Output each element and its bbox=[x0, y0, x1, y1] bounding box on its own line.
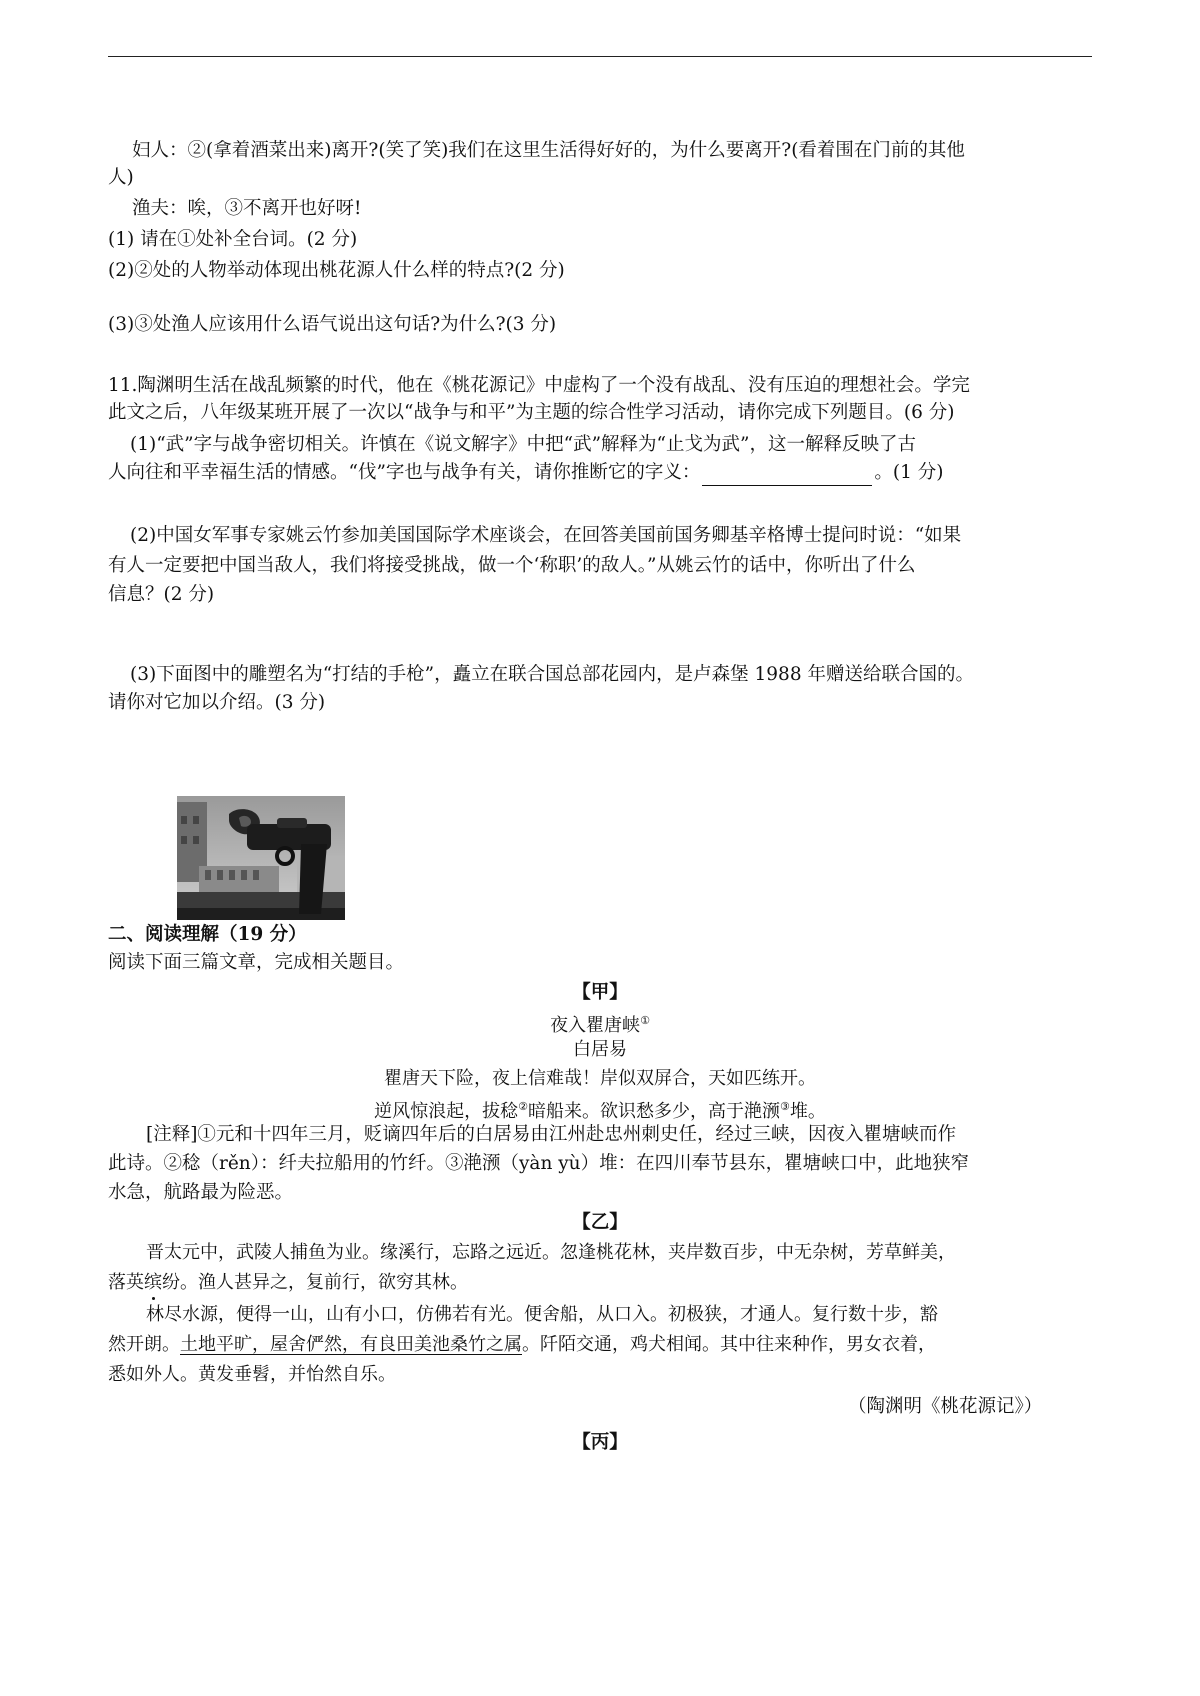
poem-title-text: 夜入瞿唐峡 bbox=[550, 1015, 641, 1036]
emphasis-dotted-char: 缤 bbox=[144, 1272, 162, 1293]
q11-s1-line1: (1)“武”字与战争密切相关。许慎在《说文解字》中把“武”解释为“止戈为武”，这一解释反映了古 bbox=[130, 434, 916, 455]
q11-intro-1: 11.陶渊明生活在战乱频繁的时代，他在《桃花源记》中虚构了一个没有战乱、没有压迫的理想社会。学完 bbox=[108, 375, 970, 396]
header-rule bbox=[108, 56, 1092, 57]
yi-p2-text-a: 然开朗。 bbox=[108, 1334, 180, 1355]
footnote-marker: ② bbox=[518, 1100, 528, 1113]
underlined-sentence: 土地平旷，屋舍俨然，有良田美池桑竹之属 bbox=[180, 1334, 522, 1355]
poem-verse-2-part2: 暗船来。欲识愁多少，高于滟滪 bbox=[528, 1101, 780, 1122]
poem-notes-line2: 此诗。②稔（rěn）：纤夫拉船用的竹纤。③滟滪（yàn yù）堆：在四川奉节县东，瞿塘峡口中，此地狭窄 bbox=[108, 1153, 970, 1174]
footnote-marker: ③ bbox=[780, 1100, 790, 1113]
q11-intro-2: 此文之后，八年级某班开展了一次以“战争与和平”为主题的综合性学习活动，请你完成下列题目。(6 分) bbox=[108, 402, 955, 423]
poem-notes-line1: [注释]①元和十四年三月，贬谪四年后的白居易由江州赴忠州刺史任，经过三峡，因夜入瞿塘峡而作 bbox=[146, 1124, 956, 1145]
passage-bing-label: 【丙】 bbox=[572, 1432, 628, 1453]
yi-p2-line1: 林尽水源，便得一山，山有小口，仿佛若有光。便舍船，从口入。初极狭，才通人。复行数十步，豁 bbox=[146, 1304, 938, 1325]
poem-verse-2 bbox=[0, 1094, 1200, 1125]
footnote-marker: ① bbox=[640, 1014, 650, 1027]
yi-p1-line1: 晋太元中，武陵人捕鱼为业。缘溪行，忘路之远近。忽逢桃花林，夹岸数百步，中无杂树，芳草鲜美， bbox=[146, 1242, 956, 1263]
yi-p2-text-b: 。阡陌交通，鸡犬相闻。其中往来种作，男女衣着， bbox=[522, 1334, 936, 1355]
q11-s2-line1: (2)中国女军事专家姚云竹参加美国国际学术座谈会，在回答美国前国务卿基辛格博士提问时说：“如果 bbox=[130, 525, 962, 546]
section-instruction: 阅读下面三篇文章，完成相关题目。 bbox=[108, 952, 405, 973]
yi-source: （陶渊明《桃花源记》） bbox=[848, 1396, 1043, 1417]
woman-line-2: 人) bbox=[108, 167, 134, 188]
section-heading: 二、阅读理解（19 分） bbox=[108, 924, 307, 945]
yi-p1-text-b: 纷。渔人甚异之，复前行，欲穷其林。 bbox=[162, 1272, 468, 1293]
q10-sub1: (1) 请在①处补全台词。(2 分) bbox=[108, 229, 358, 250]
q11-s1-text: 人向往和平幸福生活的情感。“伐”字也与战争有关，请你推断它的字义： bbox=[108, 462, 701, 483]
passage-jia-label: 【甲】 bbox=[572, 982, 628, 1003]
poem-author: 白居易 bbox=[573, 1039, 627, 1060]
q11-s2-line3: 信息？(2 分) bbox=[108, 584, 215, 605]
woman-line-1: 妇人：②(拿着酒菜出来)离开?(笑了笑)我们在这里生活得好好的，为什么要离开?(看着围在门前的其他 bbox=[132, 140, 965, 161]
yi-p2-line2 bbox=[108, 1332, 936, 1358]
q10-sub3: (3)③处渔人应该用什么语气说出这句话?为什么?(3 分) bbox=[108, 314, 557, 335]
passage-yi-label: 【乙】 bbox=[572, 1212, 628, 1233]
q11-s3-line1: (3)下面图中的雕塑名为“打结的手枪”，矗立在联合国总部花园内，是卢森堡 1988 年赠送给联合国的。 bbox=[130, 664, 974, 685]
poem-verse-1: 瞿唐天下险，夜上信难哉！岸似双屏合，天如匹练开。 bbox=[384, 1068, 816, 1089]
q11-s2-line2: 有人一定要把中国当敌人，我们将接受挑战，做一个‘称职’的敌人。”从姚云竹的话中，你听出了什么 bbox=[108, 555, 916, 576]
yi-p2-line3: 悉如外人。黄发垂髫，并怡然自乐。 bbox=[108, 1364, 396, 1385]
fisherman-line: 渔夫：唉，③不离开也好呀! bbox=[132, 198, 362, 219]
q11-s1-score: 。(1 分) bbox=[874, 462, 944, 483]
q11-s3-line2: 请你对它加以介绍。(3 分) bbox=[108, 692, 326, 713]
knotted-gun-sculpture-photo bbox=[177, 796, 345, 920]
answer-blank[interactable] bbox=[702, 465, 872, 486]
poem-verse-2-part3: 堆。 bbox=[789, 1101, 826, 1122]
yi-p1-text-a: 落英 bbox=[108, 1272, 144, 1293]
q11-s1-line2 bbox=[108, 460, 944, 486]
poem-notes-line3: 水急，航路最为险恶。 bbox=[108, 1182, 294, 1203]
poem-title bbox=[0, 1008, 1200, 1039]
yi-p1-line2 bbox=[108, 1270, 468, 1296]
poem-verse-2-part1: 逆风惊浪起，拔稔 bbox=[374, 1101, 519, 1122]
q10-sub2: (2)②处的人物举动体现出桃花源人什么样的特点?(2 分) bbox=[108, 260, 565, 281]
